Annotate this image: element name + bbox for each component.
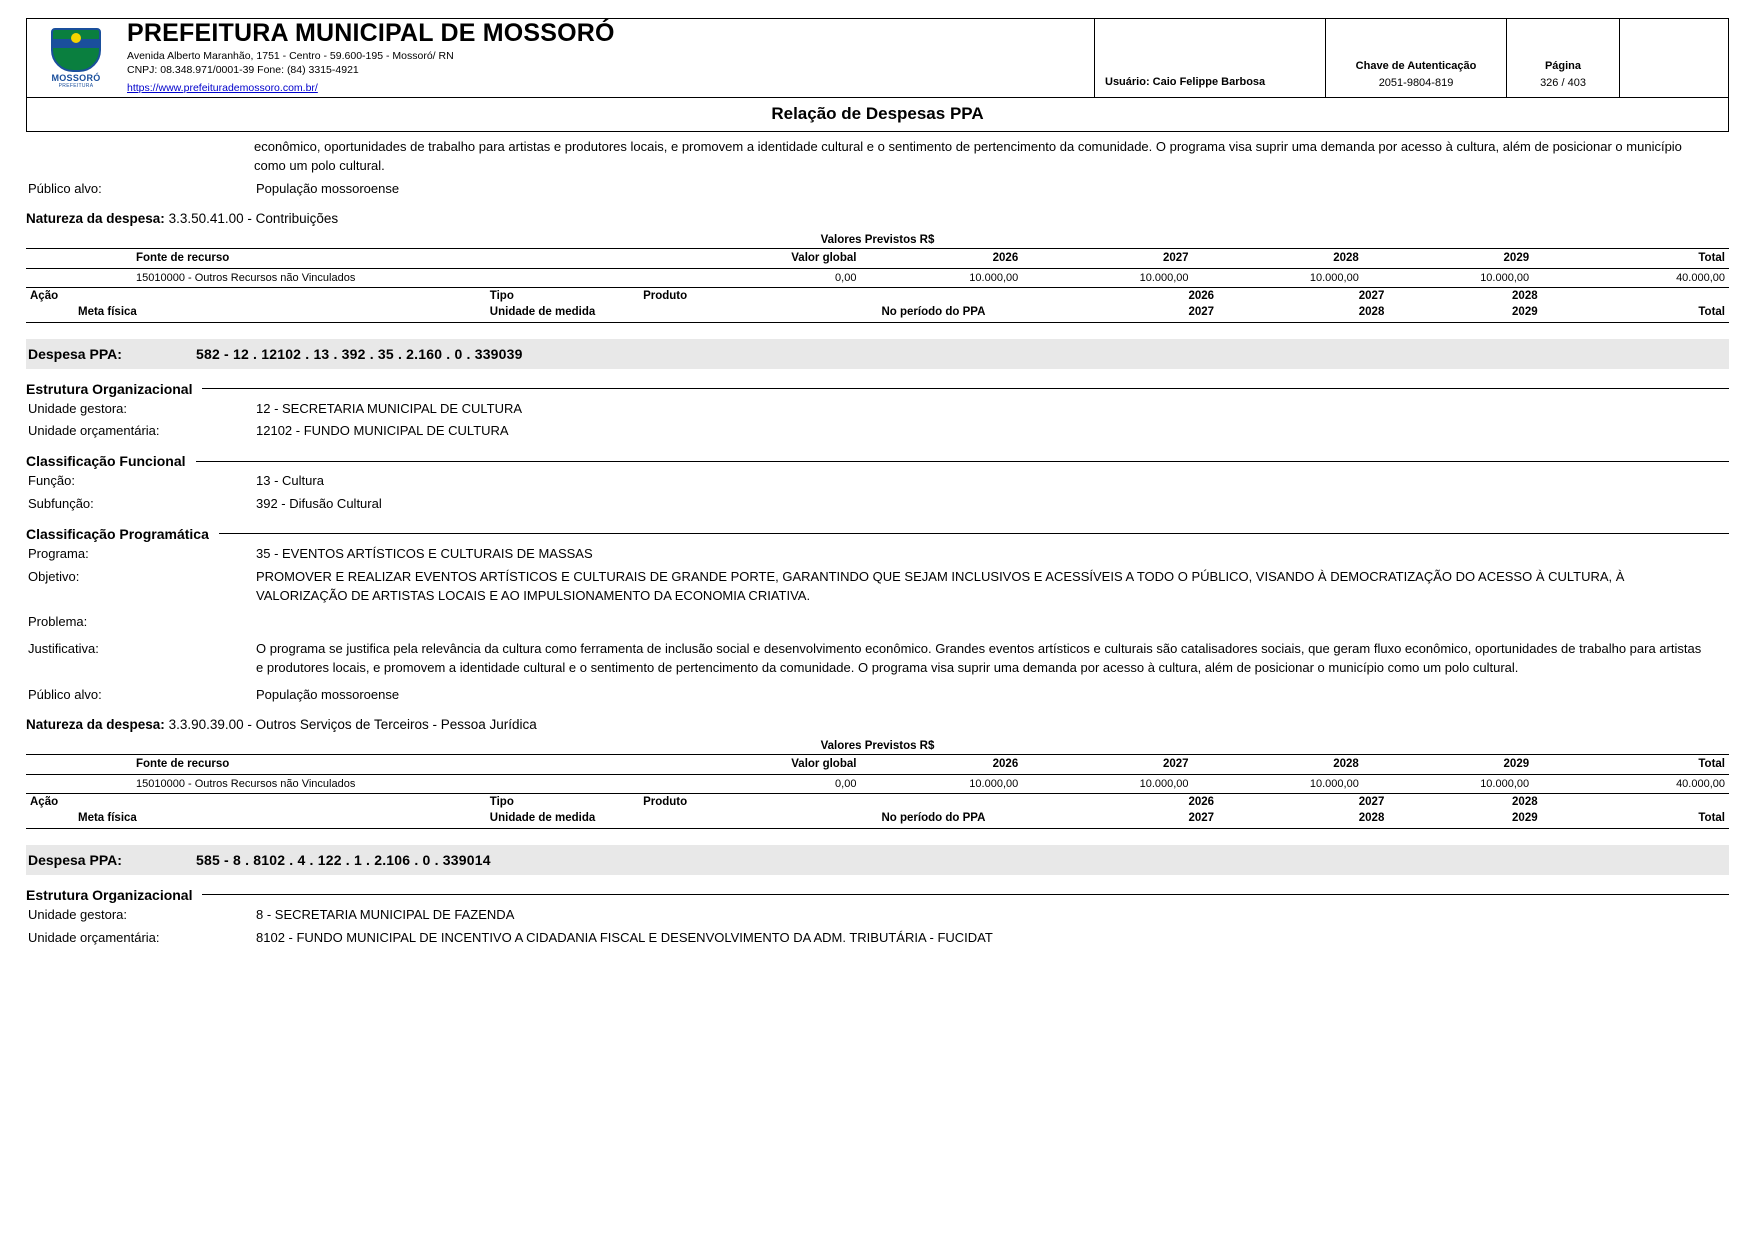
td-2028: 10.000,00 [1193,268,1363,287]
valores-previstos-label-top: Valores Previstos R$ [820,233,935,246]
section-rule [219,533,1729,534]
th-year-2028: 2028 [1193,754,1363,774]
td-total: 40.000,00 [1533,774,1729,793]
header-spacer-cell [1619,19,1728,97]
organization-address: Avenida Alberto Maranhão, 1751 - Centro - 59.600-195 - Mossoró/ RN [127,50,454,63]
unidade-gestora-row-1 [26,400,1729,419]
programa-label: Programa: [28,545,89,561]
acao-header-row-2 [26,810,1729,829]
td-fonte: 15010000 - Outros Recursos não Vinculados [26,774,707,793]
organization-block [127,20,615,96]
subfuncao-row-1 [26,495,1729,514]
td-2027: 10.000,00 [1022,774,1192,793]
natureza-value: 3.3.90.39.00 - Outros Serviços de Terceiros - Pessoa Jurídica [168,716,537,732]
td-meta-2028: 2028 [1218,304,1388,323]
header-right [1094,19,1728,97]
td-2026: 10.000,00 [860,774,1022,793]
objetivo-label: Objetivo: [28,568,80,584]
organization-cnpj: CNPJ: 08.348.971/0001-39 Fone: (84) 3315-4921 [127,64,359,77]
table-row [26,268,1729,287]
table-header-row [26,754,1729,774]
td-acao-label: Ação [30,795,59,808]
section-title: Estrutura Organizacional [26,380,193,397]
td-valor-global: 0,00 [707,268,860,287]
td-fonte: 15010000 - Outros Recursos não Vinculados [26,268,707,287]
section-title: Classificação Programática [26,525,209,542]
th-year-2027: 2027 [1022,754,1192,774]
header-user-cell [1094,19,1325,97]
td-2028: 10.000,00 [1193,774,1363,793]
th-fonte-recurso: Fonte de recurso [26,248,707,268]
justificativa-continuation: econômico, oportunidades de trabalho para artistas e produtores locais, e promovem a identidade cultural e o sentimento de pertencimento da comunidade. O programa visa suprir uma demanda por acesso à cultura, além de posicionar o município como um polo cultural. [254,139,1682,173]
table-header-row [26,248,1729,268]
td-meta-2029: 2029 [1388,304,1541,323]
td-unidade-medida-label: Unidade de medida [486,304,878,323]
td-tipo-label: Tipo [489,795,514,808]
despesa-ppa-label-2: Despesa PPA: [28,851,122,868]
justificativa-value: O programa se justifica pela relevância da cultura como ferramenta de inclusão social e desenvolvimento econômico. Grandes eventos artísticos e culturais são catalisadores sociais, que geram fluxo econômico, oportunidades de trabalho para artistas e produtores locais, e promovem a identidade cultural e o sentimento de pertencimento da comunidade. O programa visa suprir uma demanda por acesso à cultura, além de posicionar o município como um polo cultural. [256,641,1702,676]
document-header [26,18,1729,98]
header-page-cell [1506,19,1619,97]
organization-website-link[interactable]: https://www.prefeiturademossoro.com.br/ [127,82,318,95]
td-2029: 10.000,00 [1363,774,1533,793]
natureza-row-1 [26,717,1729,732]
acao-header-row-2 [26,304,1729,323]
problema-row-1 [26,613,1729,632]
td-meta-2029: 2029 [1388,810,1541,829]
unidade-orcamentaria-row-1 [26,422,1729,441]
section-title: Estrutura Organizacional [26,886,193,903]
th-year-2027: 2027 [1022,248,1192,268]
natureza-value: 3.3.50.41.00 - Contribuições [168,210,339,226]
objetivo-row-1 [26,568,1729,606]
header-page-label: Página [1544,60,1582,72]
header-left [27,19,1094,97]
th-year-2026: 2026 [860,754,1022,774]
header-page-value: 326 / 403 [1540,77,1586,89]
programa-value: 35 - EVENTOS ARTÍSTICOS E CULTURAIS DE MASSAS [256,545,593,561]
acao-header-row-1 [26,288,1729,304]
unidade-orcamentaria-label: Unidade orçamentária: [28,423,160,439]
despesa-ppa-banner-2 [26,845,1729,875]
objetivo-value: PROMOVER E REALIZAR EVENTOS ARTÍSTICOS E CULTURAIS DE GRANDE PORTE, GARANTINDO QUE SEJAM INCLUSIVOS E ACESSÍVEIS A TODO O PÚBLICO, VISANDO À DEMOCRATIZAÇÃO DO ACESSO À CULTURA, À VALORIZAÇÃO DE ARTISTAS LOCAIS E AO IMPULSIONAMENTO DA ECONOMIA CRIATIVA. [256,568,1625,603]
td-acao-2028: 2028 [1512,795,1538,808]
td-acao-2027: 2027 [1358,795,1385,808]
subfuncao-value: 392 - Difusão Cultural [256,496,382,512]
td-acao-label: Ação [30,289,59,302]
subfuncao-label: Subfunção: [28,496,94,512]
th-fonte-recurso: Fonte de recurso [26,754,707,774]
section-estrutura-organizacional-2 [26,887,1729,903]
despesa-ppa-code-1: 582 - 12 . 12102 . 13 . 392 . 35 . 2.160 . 0 . 339039 [196,345,523,362]
unidade-orcamentaria-label: Unidade orçamentária: [28,929,160,945]
organization-title: PREFEITURA MUNICIPAL DE MOSSORÓ [127,18,615,47]
td-total: 40.000,00 [1533,268,1729,287]
unidade-gestora-value: 8 - SECRETARIA MUNICIPAL DE FAZENDA [256,906,515,922]
unidade-orcamentaria-value: 12102 - FUNDO MUNICIPAL DE CULTURA [256,423,509,439]
natureza-label: Natureza da despesa: [26,716,165,732]
th-year-2026: 2026 [860,248,1022,268]
header-auth-key-value: 2051-9804-819 [1378,77,1454,89]
section-classificacao-programatica-1 [26,526,1729,542]
td-no-periodo-label: No período do PPA [877,810,1047,829]
valores-previstos-label-1: Valores Previstos R$ [820,739,935,752]
city-crest-icon [37,27,115,89]
logo-subtext: PREFEITURA [58,82,94,89]
funcao-row-1 [26,472,1729,491]
publico-alvo-label: Público alvo: [28,686,102,702]
publico-alvo-value: População mossoroense [256,180,400,196]
unidade-gestora-label: Unidade gestora: [28,906,128,922]
programa-row-1 [26,545,1729,564]
th-year-2028: 2028 [1193,248,1363,268]
funcao-value: 13 - Cultura [256,473,324,489]
section-rule [202,894,1729,895]
th-year-2029: 2029 [1363,754,1533,774]
th-total: Total [1533,754,1729,774]
td-produto-label: Produto [643,795,688,808]
td-acao-2027: 2027 [1358,289,1385,302]
publico-alvo-row-1 [26,686,1729,705]
natureza-row-top [26,211,1729,226]
td-meta-total: Total [1542,304,1729,323]
report-content [26,132,1729,948]
report-title: Relação de Despesas PPA [26,98,1729,132]
td-acao-2026: 2026 [1188,289,1215,302]
despesa-ppa-banner-1 [26,339,1729,369]
section-title: Classificação Funcional [26,453,186,470]
unidade-orcamentaria-value: 8102 - FUNDO MUNICIPAL DE INCENTIVO A CIDADANIA FISCAL E DESENVOLVIMENTO DA ADM. TRIBUTÁRIA - FUCIDAT [256,929,993,945]
unidade-gestora-label: Unidade gestora: [28,400,128,416]
td-2029: 10.000,00 [1363,268,1533,287]
td-produto-label: Produto [643,289,688,302]
td-acao-2026: 2026 [1188,795,1215,808]
td-meta-2027: 2027 [1048,304,1218,323]
logo-text: MOSSORÓ [51,72,101,83]
td-no-periodo-label: No período do PPA [877,304,1047,323]
acao-header-row-1 [26,794,1729,810]
td-acao-blank [1542,794,1729,810]
th-year-2029: 2029 [1363,248,1533,268]
publico-alvo-value: População mossoroense [256,686,400,702]
publico-alvo-row-top [26,180,1729,199]
natureza-label: Natureza da despesa: [26,210,165,226]
td-tipo-label: Tipo [489,289,514,302]
despesa-ppa-label-1: Despesa PPA: [28,345,122,362]
fonte-recurso-table-top [26,248,1729,288]
unidade-gestora-value: 12 - SECRETARIA MUNICIPAL DE CULTURA [256,400,523,416]
th-valor-global: Valor global [707,754,860,774]
td-meta-2027: 2027 [1048,810,1218,829]
td-acao-2028: 2028 [1512,289,1538,302]
td-2027: 10.000,00 [1022,268,1192,287]
justificativa-row-1 [26,640,1729,678]
section-rule [202,388,1729,389]
header-auth-key-cell [1325,19,1506,97]
acao-table-top [26,288,1729,323]
publico-alvo-label: Público alvo: [28,180,102,196]
section-classificacao-funcional-1 [26,453,1729,469]
unidade-orcamentaria-row-2 [26,929,1729,948]
td-unidade-medida-label: Unidade de medida [486,810,878,829]
table-row [26,774,1729,793]
header-user-value: Usuário: Caio Felippe Barbosa [1105,76,1266,88]
td-meta-2028: 2028 [1218,810,1388,829]
td-2026: 10.000,00 [860,268,1022,287]
th-total: Total [1533,248,1729,268]
td-meta-total: Total [1542,810,1729,829]
fonte-recurso-table-1 [26,754,1729,794]
shield-icon [51,28,101,72]
td-meta-fisica-label: Meta física [26,810,486,829]
problema-label: Problema: [28,614,88,630]
acao-table-1 [26,794,1729,829]
unidade-gestora-row-2 [26,906,1729,925]
section-rule [196,461,1730,462]
section-estrutura-organizacional-1 [26,381,1729,397]
td-acao-2029-total [1542,288,1729,304]
td-valor-global: 0,00 [707,774,860,793]
header-auth-key-label: Chave de Autenticação [1355,60,1477,72]
funcao-label: Função: [28,473,75,489]
justificativa-label: Justificativa: [28,641,99,657]
despesa-ppa-code-2: 585 - 8 . 8102 . 4 . 122 . 1 . 2.106 . 0 . 339014 [196,851,491,868]
th-valor-global: Valor global [707,248,860,268]
td-meta-fisica-label: Meta física [26,304,486,323]
